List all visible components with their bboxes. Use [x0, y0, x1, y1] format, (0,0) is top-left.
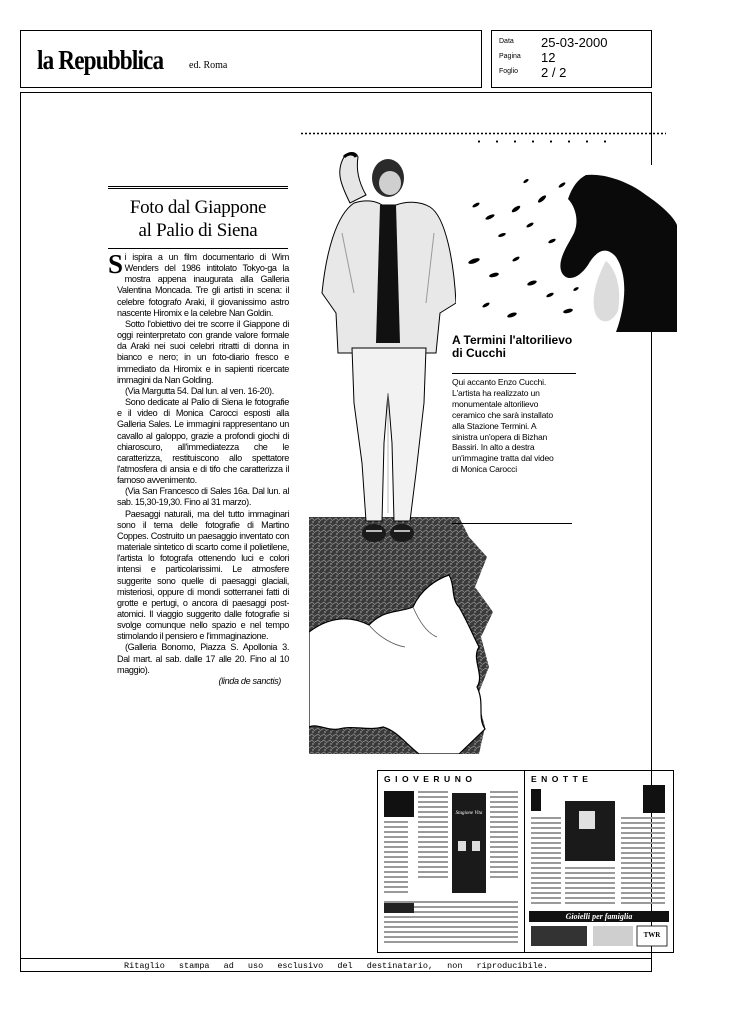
- edition-label: ed. Roma: [189, 60, 228, 71]
- caption-rule: [452, 373, 576, 374]
- article-paragraph: Paesaggi naturali, ma del tutto immaginari sono il tema delle fotografie di Martino Coppes. Costruito un paesaggio inventato con materiale sintetico di scarto come il polietilene, l'artista lo fotografa ottenendo luci e colori intensi e particolarissimi. Le atmosfere suggerite sono quelle di paesaggi glaciali, misteriosi, oppure di mondi sotterranei fatti di grotte e pertugi, o ancora di paesaggi post-atomici. Il viaggio suggerito dalle fotografie si svolge comunque nello spazio e nel tempo stimolando il pensiero e l'immaginazione.: [117, 508, 289, 642]
- thumbnail-gioveruno-page: [378, 771, 525, 952]
- article-headline: [108, 196, 288, 242]
- meta-value-sheet: 2 / 2: [541, 65, 567, 80]
- page-layout-graphic: [378, 771, 524, 952]
- enzo-cucchi-portrait: [296, 143, 476, 601]
- thumbnail-enotte-page: [525, 771, 673, 952]
- caption-text: Qui accanto Enzo Cucchi. L'artista ha realizzato un monumentale altorilievo ceramico che sarà installato alla Stazione Termini. A sinistra un'opera di Bizhan Bassiri. In alto a destra un'immagine tratta dal video di Monica Carocci: [452, 377, 554, 475]
- thumbnail-header: GIOVERUNO: [384, 774, 477, 784]
- article-paragraph: Sono dedicate al Palio di Siena le fotografie e il video di Monica Carocci esposti alla Galleria Sales. Le immagini rappresentano un cavallo al galoppo, grazie a profondi giochi di chiaroscuro, all'immediatezza che le caratterizza, restituiscono allo spettatore l'atmosfera di ansia e di tifo che caratterizza il famoso avvenimento.: [117, 397, 289, 486]
- dotted-rule-secondary: [470, 140, 620, 143]
- headline-rule: [108, 248, 288, 249]
- bassiri-artwork-photo: [456, 165, 677, 332]
- meta-label-sheet: Foglio: [499, 68, 519, 75]
- newspaper-masthead: la Repubblica: [37, 45, 164, 75]
- masthead-box: [20, 30, 482, 88]
- clipping-disclaimer: Ritaglio stampa ad uso esclusivo del destinatario, non riproducibile.: [124, 961, 548, 971]
- article-top-rule: [108, 186, 288, 189]
- headline-line-1: Foto dal Giappone: [129, 197, 267, 218]
- meta-row-page: [499, 50, 649, 66]
- meta-row-sheet: [499, 65, 649, 81]
- dotted-rule: [300, 132, 666, 135]
- headline-line-2: al Palio di Siena: [138, 220, 258, 241]
- article-paragraph: Sotto l'obiettivo dei tre scorre il Giappone di oggi reinterpretato con grande valore formale da Araki nei suoi celebri ritratti di donna in bianco e nero; in un foto-diario fresco e immediato da Hiromix e in sapienti ricercate immagini da Nan Golding.: [117, 318, 289, 385]
- meta-value-date: 25-03-2000: [541, 35, 608, 50]
- meta-row-date: [499, 35, 649, 51]
- footer-rule: [20, 958, 652, 959]
- caption-headline: A Termini l'altorilievo di Cucchi: [452, 333, 573, 360]
- thumbnail-feature-title: Gioielli per famiglia: [565, 912, 633, 921]
- article-paragraph: (Galleria Bonomo, Piazza S. Apollonia 3. Dal mart. al sab. dalle 17 alle 20. Fino al 10 maggio).: [117, 642, 289, 675]
- clipping-meta-box: [491, 30, 652, 88]
- drop-cap: S: [108, 249, 123, 279]
- meta-label-date: Data: [499, 38, 514, 45]
- page-layout-graphic: [525, 771, 673, 952]
- thumbnail-header: ENOTTE: [531, 774, 593, 784]
- section-thumbnails: [377, 770, 674, 953]
- article-body: [108, 249, 289, 687]
- thumbnail-feature-title: Stagione Vita: [455, 811, 483, 816]
- meta-value-page: 12: [541, 50, 556, 65]
- article-paragraph: (Via San Francesco di Sales 16a. Dal lun. al sab. 15,30-19,30. Fino al 31 marzo).: [117, 486, 289, 508]
- meta-label-page: Pagina: [499, 53, 521, 60]
- article-paragraph: Si ispira a un film documentario di Wim Wenders del 1986 intitolato Tokyo-ga la mostra appena inaugurata alla Galleria Valentina Moncada. Tre gli artisti in scena: il celebre fotografo Araki, il giovanissimo astro nascente Hiromix e la celebre Nan Goldin.: [108, 249, 289, 318]
- article-paragraph: (Via Margutta 54. Dal lun. al ven. 16-20).: [125, 385, 274, 396]
- article-byline: (linda de sanctis): [218, 675, 281, 686]
- caption-end-rule: [452, 523, 572, 524]
- advertiser-logo: TWR: [643, 931, 661, 939]
